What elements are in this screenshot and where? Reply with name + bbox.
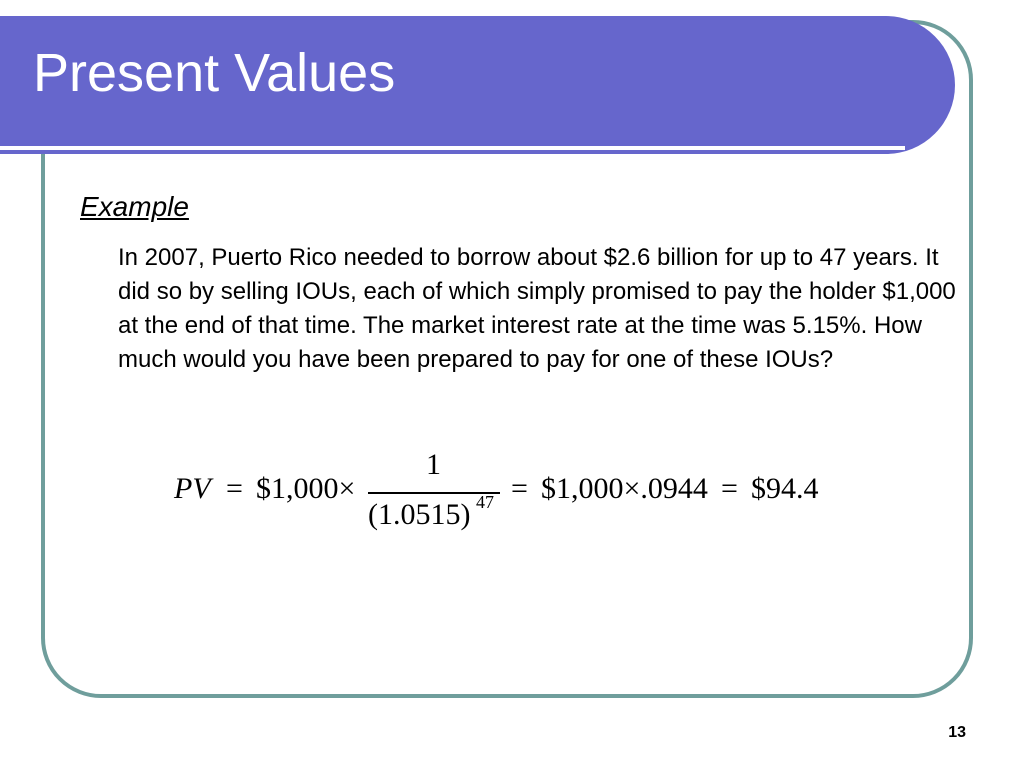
title-underline-rule	[0, 146, 905, 150]
page-number: 13	[948, 724, 966, 741]
formula-equals-sign: =	[511, 472, 528, 505]
formula-equals-sign: =	[721, 472, 738, 505]
formula-result: $94.4	[751, 472, 819, 505]
example-heading: Example	[80, 191, 189, 222]
formula-face-value: $1,000×	[256, 472, 356, 505]
formula-product: $1,000×.0944	[541, 472, 708, 505]
fraction-exponent: 47	[476, 492, 494, 512]
formula-equals-sign: =	[226, 472, 243, 505]
fraction-denominator: (1.0515)	[368, 498, 471, 531]
slide-title: Present Values	[33, 43, 396, 103]
problem-statement: In 2007, Puerto Rico needed to borrow about $2.6 billion for up to 47 years. It did so by selling IOUs, each of which simply promised to pay the holder $1,000 at the end of that time. The market interest rate at the time was 5.15%. How much would you have been prepared to pay for one of these IOUs?	[118, 244, 956, 373]
fraction-numerator: 1	[426, 448, 441, 481]
formula-variable: PV	[174, 472, 211, 505]
